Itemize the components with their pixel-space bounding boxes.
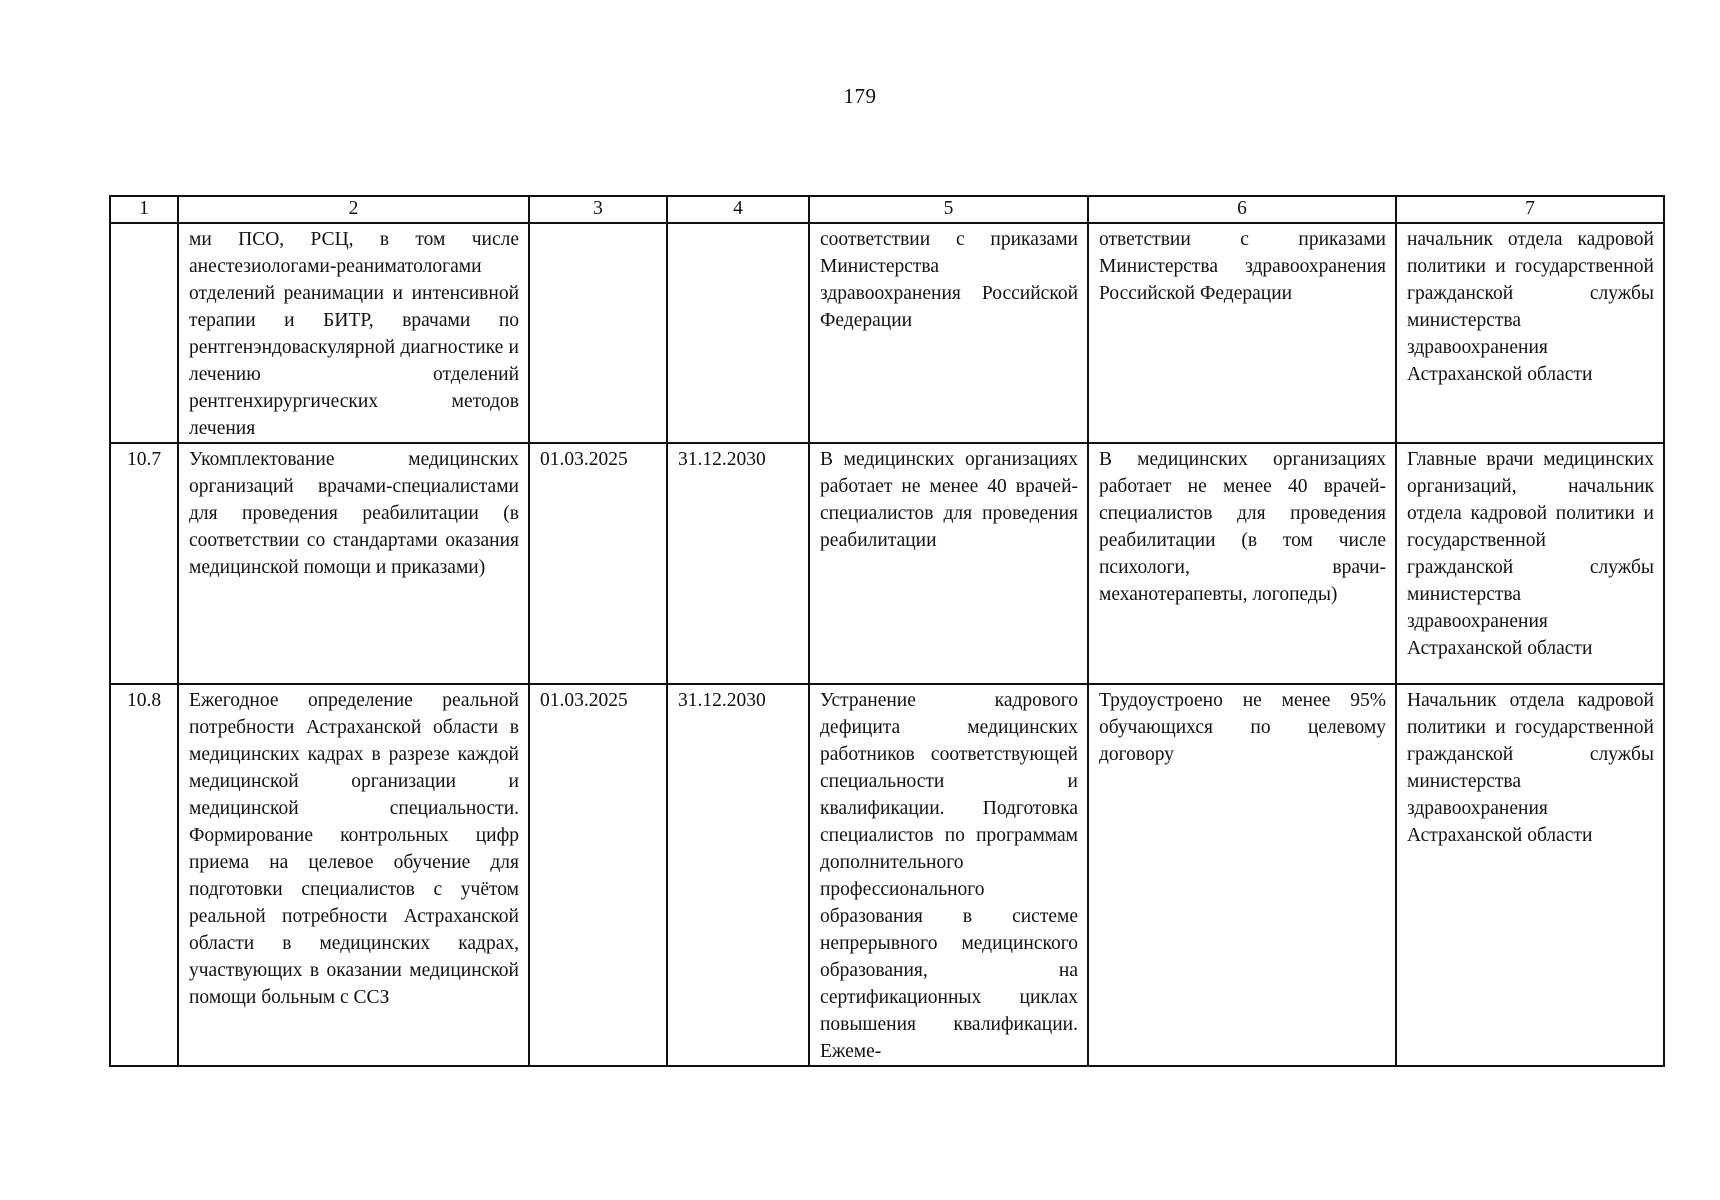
table-row xyxy=(110,684,1664,1066)
end-date-cell xyxy=(667,223,809,443)
start-date-cell xyxy=(529,223,667,443)
column-header-3: 3 xyxy=(529,196,667,223)
result-cell: соответствии с приказами Министерства здравоохранения Российской Федерации xyxy=(809,223,1088,443)
column-header-6: 6 xyxy=(1088,196,1396,223)
measure-cell: Укомплектование медицинских организаций врачами-специалистами для проведения реабилитации (в соответствии со стандартами оказания медицинской помощи и приказами) xyxy=(178,443,529,684)
row-number-cell: 10.8 xyxy=(110,684,178,1066)
table-row xyxy=(110,223,1664,443)
measure-cell: Ежегодное определение реальной потребности Астраханской области в медицинских кадрах в разрезе каждой медицинской организации и медицинской специальности. Формирование контрольных цифр приема на целевое обучение для подготовки специалистов с учётом реальной потребности Астраханской области в медицинских кадрах, участвующих в оказании медицинской помощи больным с ССЗ xyxy=(178,684,529,1066)
responsible-cell: Главные врачи медицинских организаций, начальник отдела кадровой политики и государственной гражданской службы министерства здравоохранения Астраханской области xyxy=(1396,443,1664,684)
end-date-cell: 31.12.2030 xyxy=(667,443,809,684)
column-header-7: 7 xyxy=(1396,196,1664,223)
row-number-cell xyxy=(110,223,178,443)
result-cell: Устранение кадрового дефицита медицинских работников соответствующей специальности и квалификации. Подготовка специалистов по программам дополнительного профессионального образования в системе непрерывного медицинского образования, на сертификационных циклах повышения квалификации. Ежеме- xyxy=(809,684,1088,1066)
start-date-cell: 01.03.2025 xyxy=(529,684,667,1066)
row-number-cell: 10.7 xyxy=(110,443,178,684)
measures-table xyxy=(109,195,1665,1067)
end-date-cell: 31.12.2030 xyxy=(667,684,809,1066)
indicator-cell: ответствии с приказами Министерства здравоохранения Российской Федерации xyxy=(1088,223,1396,443)
indicator-cell: В медицинских организациях работает не менее 40 врачей-специалистов для проведения реабилитации (в том числе психологи, врачи-механотерапевты, логопеды) xyxy=(1088,443,1396,684)
start-date-cell: 01.03.2025 xyxy=(529,443,667,684)
table-row xyxy=(110,443,1664,684)
page-number: 179 xyxy=(843,84,877,108)
responsible-cell: Начальник отдела кадровой политики и государственной гражданской службы министерства здравоохранения Астраханской области xyxy=(1396,684,1664,1066)
column-header-2: 2 xyxy=(178,196,529,223)
column-header-1: 1 xyxy=(110,196,178,223)
column-header-5: 5 xyxy=(809,196,1088,223)
result-cell: В медицинских организациях работает не менее 40 врачей-специалистов для проведения реабилитации xyxy=(809,443,1088,684)
responsible-cell: начальник отдела кадровой политики и государственной гражданской службы министерства здравоохранения Астраханской области xyxy=(1396,223,1664,443)
column-number-header-row xyxy=(110,196,1664,223)
measure-cell: ми ПСО, РСЦ, в том числе анестезиологами-реаниматологами отделений реанимации и интенсивной терапии и БИТР, врачами по рентгенэндоваскулярной диагностике и лечению отделений рентгенхирургических методов лечения xyxy=(178,223,529,443)
column-header-4: 4 xyxy=(667,196,809,223)
indicator-cell: Трудоустроено не менее 95% обучающихся по целевому договору xyxy=(1088,684,1396,1066)
